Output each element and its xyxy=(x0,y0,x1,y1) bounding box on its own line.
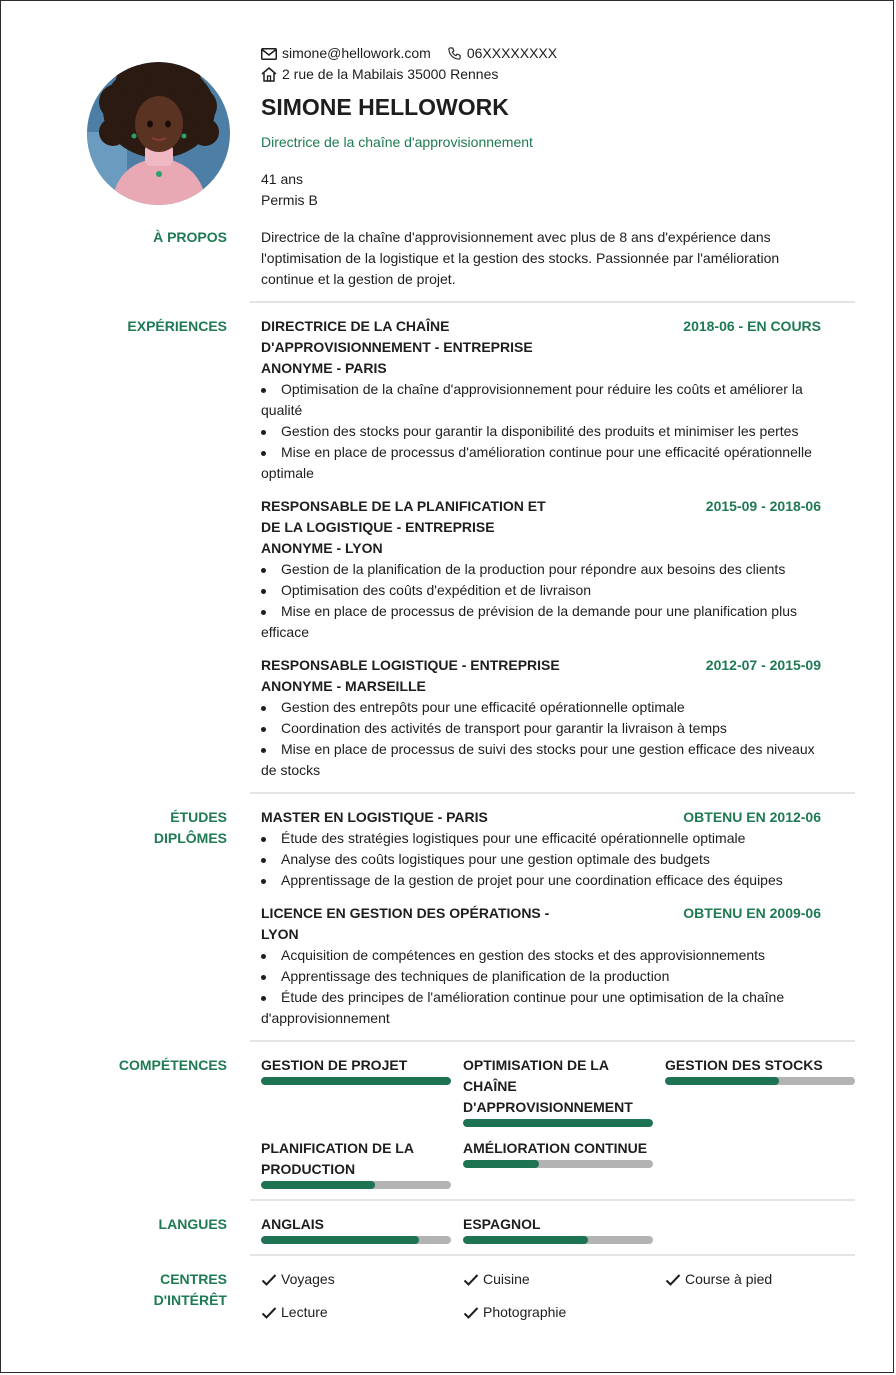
bullet-continuation: d'approvisionnement xyxy=(261,1010,390,1026)
skill-level-bar xyxy=(463,1119,653,1127)
skill-item xyxy=(261,1138,451,1189)
contact-row xyxy=(261,43,557,64)
language-name: ANGLAIS xyxy=(261,1216,324,1232)
experience-title: DIRECTRICE DE LA CHAÎNE D'APPROVISIONNEMENT - ENTREPRISE ANONYME - PARIS xyxy=(261,318,533,376)
section-divider xyxy=(250,1040,855,1042)
email-link[interactable]: simone@hellowork.com xyxy=(282,45,431,61)
language-item xyxy=(261,1214,451,1244)
bullet-item: Gestion des entrepôts pour une efficacité opérationnelle optimale xyxy=(261,697,861,718)
about-line: continue et la gestion de projet. xyxy=(261,271,456,287)
language-item xyxy=(463,1214,653,1244)
section-divider xyxy=(250,1199,855,1201)
skill-item xyxy=(261,1055,451,1085)
home-icon xyxy=(261,67,277,82)
check-icon xyxy=(261,1273,277,1287)
skill-item xyxy=(463,1055,653,1127)
section-label-about: À PROPOS xyxy=(153,229,227,245)
phone-number[interactable]: 06XXXXXXXX xyxy=(466,45,558,61)
section-label-interests: CENTRES D'INTÉRÊT xyxy=(153,1271,227,1308)
check-icon xyxy=(463,1273,479,1287)
experience-title: RESPONSABLE LOGISTIQUE - ENTREPRISE ANONYME - MARSEILLE xyxy=(261,657,560,694)
bullet-continuation: qualité xyxy=(261,402,303,418)
experience-date: 2015-09 - 2018-06 xyxy=(705,498,821,514)
bullet-continuation: optimale xyxy=(261,465,314,481)
bullet-item: Optimisation des coûts d'expédition et de livraison xyxy=(261,580,861,601)
skill-level-bar xyxy=(463,1160,653,1168)
experience-bullets xyxy=(261,559,861,643)
bullet-item: Apprentissage des techniques de planification de la production xyxy=(261,966,861,987)
language-name: ESPAGNOL xyxy=(463,1216,541,1232)
profile-photo xyxy=(87,62,230,205)
bullet-continuation: de stocks xyxy=(261,762,321,778)
about-text xyxy=(261,227,861,290)
experience-bullets xyxy=(261,697,861,781)
education-title: MASTER EN LOGISTIQUE - PARIS xyxy=(261,809,488,825)
about-line: Directrice de la chaîne d'approvisionnement avec plus de 8 ans d'expérience dans xyxy=(261,229,771,245)
education-date: OBTENU EN 2009-06 xyxy=(683,905,821,921)
experience-bullets xyxy=(261,379,861,484)
interest-item: Lecture xyxy=(261,1302,328,1323)
section-divider xyxy=(250,301,855,303)
bullet-item: Coordination des activités de transport pour garantir la livraison à temps xyxy=(261,718,861,739)
education-date: OBTENU EN 2012-06 xyxy=(683,809,821,825)
interest-item: Cuisine xyxy=(463,1269,530,1290)
education-item xyxy=(261,807,861,891)
section-divider xyxy=(250,792,855,794)
interest-item: Course à pied xyxy=(665,1269,772,1290)
section-label-experience: EXPÉRIENCES xyxy=(127,318,227,334)
experience-date: 2018-06 - EN COURS xyxy=(683,318,821,334)
bullet-item: Étude des principes de l'amélioration continue pour une optimisation de la chaîne xyxy=(261,987,861,1008)
experience-date: 2012-07 - 2015-09 xyxy=(705,657,821,673)
mail-icon xyxy=(261,48,277,60)
address-row xyxy=(261,64,498,85)
skill-item xyxy=(463,1138,653,1168)
check-icon xyxy=(665,1273,681,1287)
education-item xyxy=(261,903,861,1029)
section-divider xyxy=(250,1254,855,1256)
experience-item xyxy=(261,316,861,484)
bullet-continuation: efficace xyxy=(261,624,309,640)
experience-title: RESPONSABLE DE LA PLANIFICATION ET DE LA LOGISTIQUE - ENTREPRISE ANONYME - LYON xyxy=(261,498,546,556)
bullet-item: Mise en place de processus de prévision de la demande pour une planification plus xyxy=(261,601,861,622)
section-label-education: ÉTUDES DIPLÔMES xyxy=(153,809,227,846)
skill-name: AMÉLIORATION CONTINUE xyxy=(463,1140,648,1156)
about-line: l'optimisation de la logistique et la gestion des stocks. Passionnée par l'amélioration xyxy=(261,250,780,266)
skill-name: GESTION DES STOCKS xyxy=(665,1057,823,1073)
job-title: Directrice de la chaîne d'approvisionnement xyxy=(261,134,533,150)
language-level-bar xyxy=(261,1236,451,1244)
skill-item xyxy=(665,1055,855,1085)
skill-name: GESTION DE PROJET xyxy=(261,1057,408,1073)
language-level-bar xyxy=(463,1236,653,1244)
age: 41 ans xyxy=(261,171,304,187)
check-icon xyxy=(463,1306,479,1320)
skill-level-bar xyxy=(261,1181,451,1189)
phone-icon xyxy=(447,46,462,61)
section-label-skills: COMPÉTENCES xyxy=(118,1057,227,1073)
bullet-item: Acquisition de compétences en gestion des stocks et des approvisionnements xyxy=(261,945,861,966)
skill-name: OPTIMISATION DE LA CHAÎNE D'APPROVISIONNEMENT xyxy=(463,1057,633,1115)
address: 2 rue de la Mabilais 35000 Rennes xyxy=(282,66,499,82)
bullet-item: Mise en place de processus d'amélioration continue pour une efficacité opérationnelle xyxy=(261,442,861,463)
driving-license: Permis B xyxy=(261,192,318,208)
bullet-item: Analyse des coûts logistiques pour une gestion optimale des budgets xyxy=(261,849,861,870)
interest-item: Voyages xyxy=(261,1269,335,1290)
section-label-languages: LANGUES xyxy=(158,1216,227,1232)
education-bullets xyxy=(261,828,861,891)
bullet-item: Mise en place de processus de suivi des stocks pour une gestion efficace des niveaux xyxy=(261,739,861,760)
experience-item xyxy=(261,496,861,643)
interest-item: Photographie xyxy=(463,1302,566,1323)
experience-item xyxy=(261,655,861,781)
bullet-item: Étude des stratégies logistiques pour une efficacité opérationnelle optimale xyxy=(261,828,861,849)
education-bullets xyxy=(261,945,861,1029)
bullet-item: Gestion des stocks pour garantir la disponibilité des produits et minimiser les pertes xyxy=(261,421,861,442)
skill-level-bar xyxy=(665,1077,855,1085)
education-title: LICENCE EN GESTION DES OPÉRATIONS - LYON xyxy=(261,905,550,942)
bullet-item: Gestion de la planification de la production pour répondre aux besoins des clients xyxy=(261,559,861,580)
skill-name: PLANIFICATION DE LA PRODUCTION xyxy=(261,1140,414,1177)
check-icon xyxy=(261,1306,277,1320)
skill-level-bar xyxy=(261,1077,451,1085)
bullet-item: Apprentissage de la gestion de projet pour une coordination efficace des équipes xyxy=(261,870,861,891)
bullet-item: Optimisation de la chaîne d'approvisionnement pour réduire les coûts et améliorer la xyxy=(261,379,861,400)
candidate-name: SIMONE HELLOWORK xyxy=(261,94,509,120)
